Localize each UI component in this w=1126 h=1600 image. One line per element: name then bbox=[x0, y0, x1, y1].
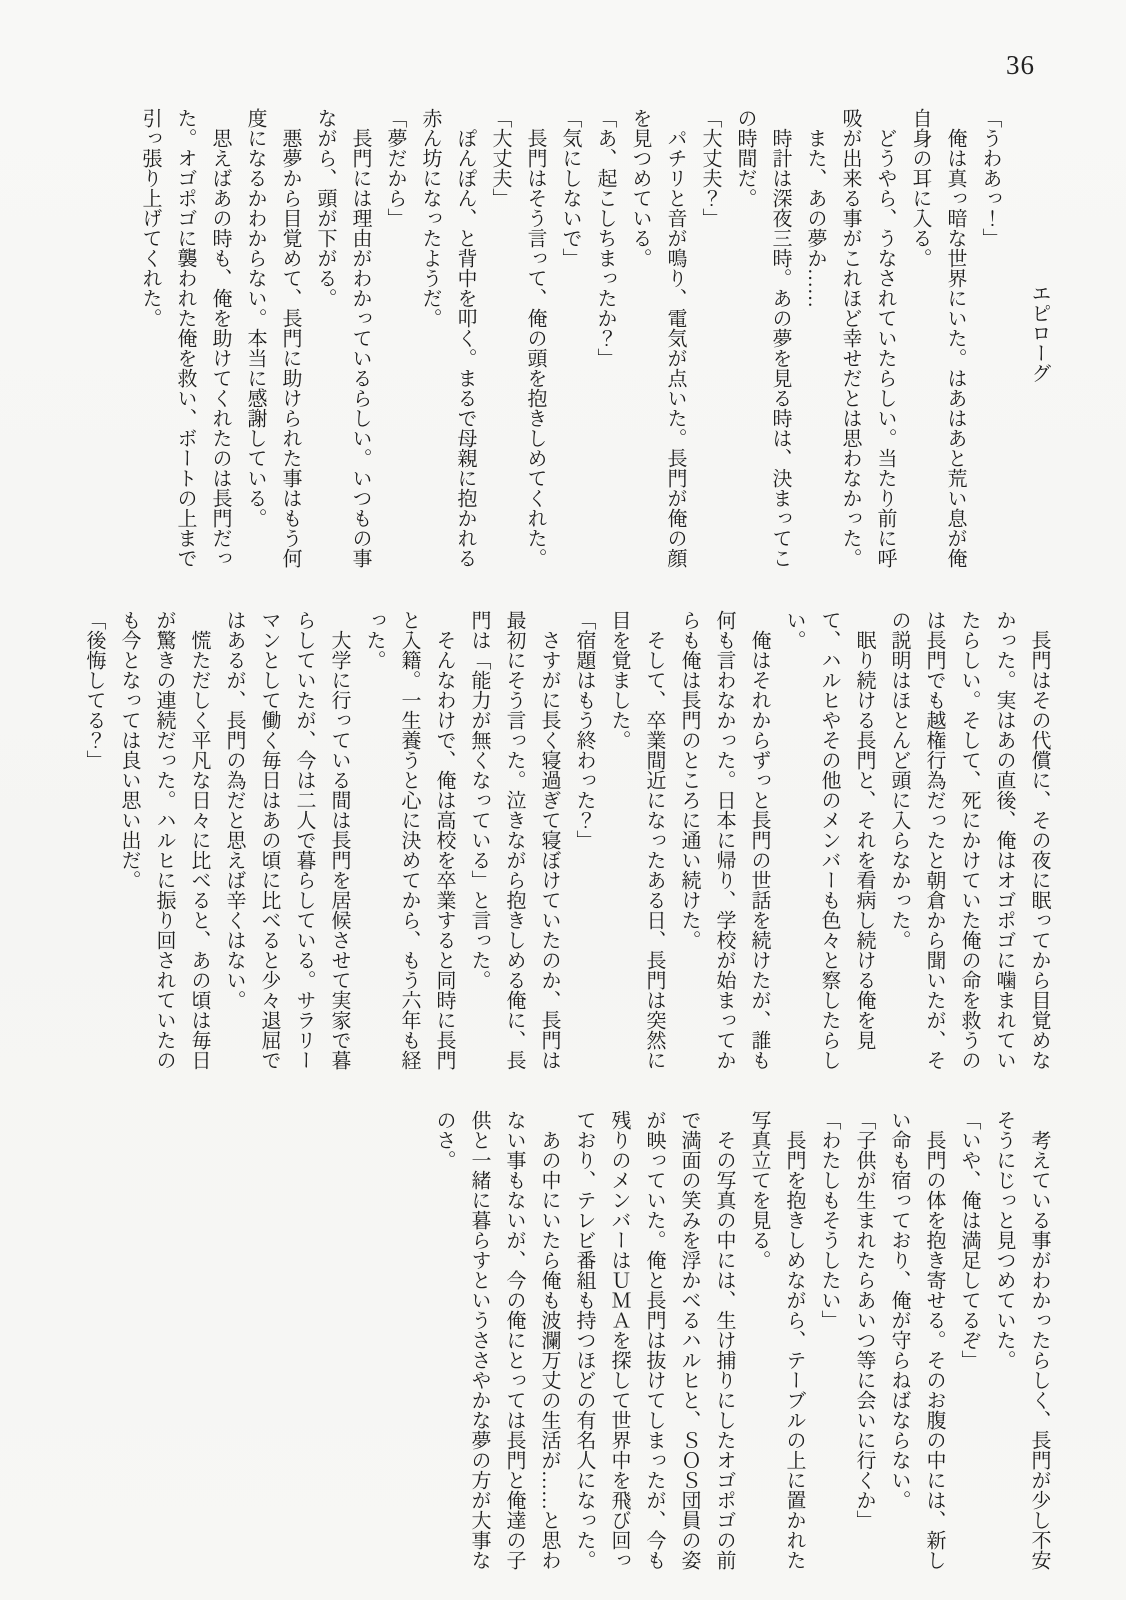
page-number: 36 bbox=[1006, 50, 1035, 80]
paragraph: そして、卒業間近になったある日、長門は突然に目を覚ました。 bbox=[608, 610, 665, 1070]
paragraph: 大学に行っている間は長門を居候させて実家で暮らしていたが、今は二人で暮らしている。サラリーマンとして働く毎日はあの頃に比べると少々退屈ではあるが、長門の為だと思えば辛くはない。 bbox=[223, 610, 350, 1070]
paragraph: 長門を抱きしめながら、テーブルの上に置かれた写真立てを見る。 bbox=[748, 1110, 805, 1570]
text-band-bottom bbox=[426, 1110, 1056, 1574]
paragraph: パチリと音が鳴り、電気が点いた。長門が俺の顔を見つめている。 bbox=[629, 108, 686, 568]
text-band-top bbox=[132, 108, 1056, 572]
dialogue-line: 「後悔してる？」 bbox=[83, 610, 105, 770]
paragraph: 時計は深夜三時。あの夢を見る時は、決まってこの時間だ。 bbox=[734, 108, 791, 568]
dialogue-line: 「わたしもそうしたい」 bbox=[818, 1110, 840, 1330]
dialogue-line: 「子供が生まれたらあいつ等に会いに行くか」 bbox=[853, 1110, 875, 1530]
paragraph: 眠り続ける長門と、それを看病し続ける俺を見て、ハルヒやその他のメンバーも色々と察したらしい。 bbox=[783, 610, 875, 1070]
paragraph: そんなわけで、俺は高校を卒業すると同時に長門と入籍。一生養うと心に決めてから、もう六年も経った。 bbox=[363, 610, 455, 1070]
dialogue-line: 「あ、起こしちまったか？」 bbox=[594, 108, 616, 368]
dialogue-line: 「大丈夫？」 bbox=[699, 108, 721, 228]
paragraph: 長門はその代償に、その夜に眠ってから目覚めなかった。実はあの直後、俺はオゴポゴに噛まれていたらしい。そして、死にかけていた俺の命を救うのは長門でも越権行為だったと朝倉から聞いたが、その説明はほとんど頭に入らなかった。 bbox=[888, 610, 1050, 1070]
dialogue-line: 「うわあっ！」 bbox=[979, 108, 1001, 248]
dialogue-line: 「夢だから」 bbox=[384, 108, 406, 228]
paragraph: 長門はそう言って、俺の頭を抱きしめてくれた。 bbox=[524, 128, 546, 568]
text-band-middle bbox=[76, 610, 1056, 1074]
dialogue-line: 「宿題はもう終わった？」 bbox=[573, 610, 595, 850]
paragraph: あの中にいたら俺も波瀾万丈の生活が……と思わない事もないが、今の俺にとっては長門と俺達の子供と一緒に暮らすというささやかな夢の方が大事なのさ。 bbox=[433, 1110, 560, 1570]
paragraph: 悪夢から目覚めて、長門に助けられた事はもう何度になるかわからない。本当に感謝している。 bbox=[244, 108, 301, 568]
paragraph: ぽんぽん、と背中を叩く。まるで母親に抱かれる赤ん坊になったようだ。 bbox=[419, 108, 476, 568]
paragraph: 俺はそれからずっと長門の世話を続けたが、誰も何も言わなかった。日本に帰り、学校が始まってからも俺は長門のところに通い続けた。 bbox=[678, 610, 770, 1070]
section-heading: エピローグ bbox=[1028, 283, 1050, 383]
dialogue-line: 「いや、俺は満足してるぞ」 bbox=[958, 1110, 980, 1370]
paragraph: 慌ただしく平凡な日々に比べると、あの頃は毎日が驚きの連続だった。ハルヒに振り回されていたのも今となっては良い思い出だ。 bbox=[118, 610, 210, 1070]
paragraph: 長門には理由がわかっているらしい。いつもの事ながら、頭が下がる。 bbox=[314, 108, 371, 568]
paragraph: さすがに長く寝過ぎて寝ぼけていたのか、長門は最初にそう言った。泣きながら抱きしめる俺に、長門は「能力が無くなっている」と言った。 bbox=[468, 610, 560, 1070]
paragraph: 思えばあの時も、俺を助けてくれたのは長門だった。オゴポゴに襲われた俺を救い、ボートの上まで引っ張り上げてくれた。 bbox=[139, 108, 231, 568]
paragraph: どうやら、うなされていたらしい。当たり前に呼吸が出来る事がこれほど幸せだとは思わなかった。 bbox=[839, 108, 896, 568]
dialogue-line: 「大丈夫」 bbox=[489, 108, 511, 208]
paragraph: 俺は真っ暗な世界にいた。はあはあと荒い息が俺自身の耳に入る。 bbox=[909, 108, 966, 568]
paragraph: その写真の中には、生け捕りにしたオゴポゴの前で満面の笑みを浮かべるハルヒと、ＳＯＳ団員の姿が映っていた。俺と長門は抜けてしまったが、今も残りのメンバーはＵＭＡを探して世界中を飛び回っており、テレビ番組も持つほどの有名人になった。 bbox=[573, 1110, 735, 1570]
paragraph: 考えている事がわかったらしく、長門が少し不安そうにじっと見つめていた。 bbox=[993, 1110, 1050, 1570]
paragraph: 長門の体を抱き寄せる。そのお腹の中には、新しい命も宿っており、俺が守らねばならない。 bbox=[888, 1110, 945, 1570]
paragraph: また、あの夢か…… bbox=[804, 128, 826, 308]
dialogue-line: 「気にしないで」 bbox=[559, 108, 581, 268]
